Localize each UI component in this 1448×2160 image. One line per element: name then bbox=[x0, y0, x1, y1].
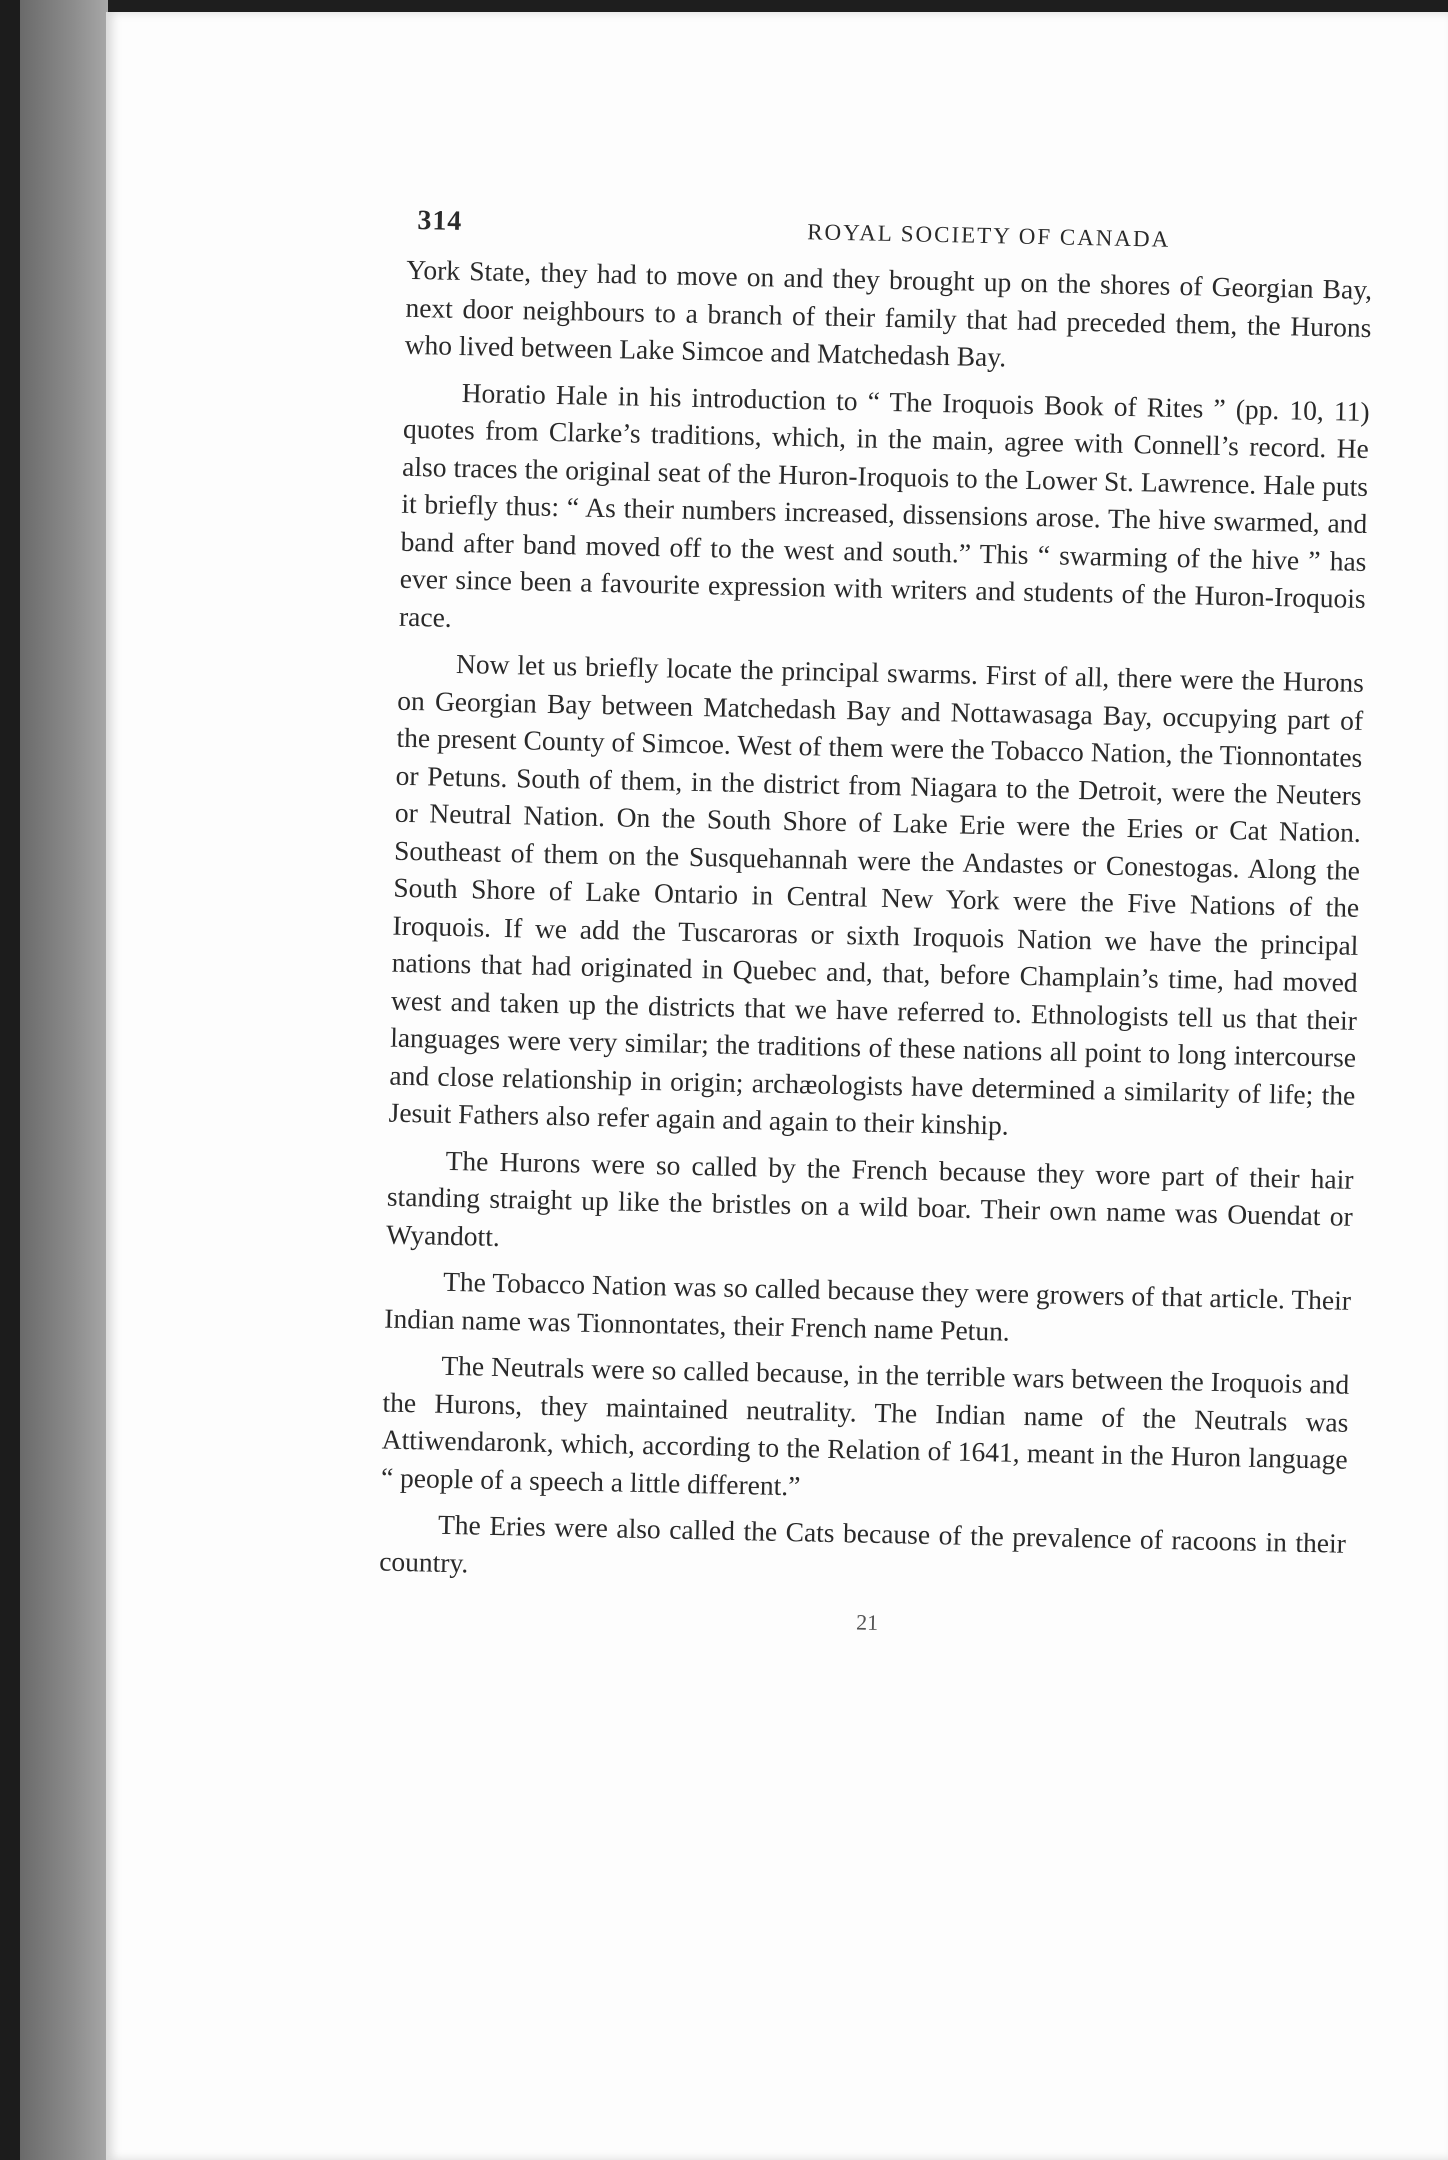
paragraph: The Hurons were so called by the French because they wore part of their hair standing straight up like the bristles on a wild boar. Their own name was Ouendat or Wyandott. bbox=[385, 1144, 1354, 1252]
paragraph: The Neutrals were so called because, in the terrible wars between the Iroquois and the Hurons, they maintained neutrality. The Indian name of the Neutrals was Attiwendaronk, which, according to the Relation of 1641, meant in the Huron language “ people of a speech a little different.” bbox=[380, 1349, 1350, 1501]
paragraph: Now let us briefly locate the principal swarms. First of all, there were the Hurons on Georgian Bay between Matchedash Bay and Nottawasaga Bay, occupying part of the present County of Simcoe. West of them were the Tobacco Nation, the Tionnontates or Petuns. South of them, in the district from Niagara to the Detroit, were the Neuters or Neutral Nation. On the South Shore of Lake Erie were the Eries or Cat Nation. Southeast of them on the Susquehannah were the Andastes or Conestogas. Along the South Shore of Lake Ontario in Central New York were the Five Nations of the Iroquois. If we add the Tuscaroras or sixth Iroquois Nation we have the principal nations that had originated in Quebec and, that, before Champlain’s time, had moved west and taken up the districts that we have referred to. Ethnologists tell us that their languages were very similar; the traditions of these nations all point to long intercourse and close relationship in origin; archæologists have determined a similarity of life; the Jesuit Fathers also refer again and again to their kinship. bbox=[388, 647, 1365, 1141]
scanner-left-edge bbox=[0, 0, 20, 2160]
page-number: 314 bbox=[417, 205, 463, 237]
paragraph: The Eries were also called the Cats because of the prevalence of racoons in their country. bbox=[378, 1508, 1347, 1578]
journal-title: ROYAL SOCIETY OF CANADA bbox=[806, 219, 1171, 252]
paragraph: Horatio Hale in his introduction to “ The Iroquois Book of Rites ” (pp. 10, 11) quotes from Clarke’s traditions, which, in the main, agree with Connell’s record. He also traces the original seat of the Huron-Iroquois to the Lower St. Lawrence. Hale puts it briefly thus: “ As their numbers increased, dissensions arose. The hive swarmed, and band after band moved off to the west and south.” This “ swarming of the hive ” has ever since been a favourite expression with writers and students of the Huron-Iroquois race. bbox=[398, 376, 1370, 633]
book-gutter-shadow bbox=[20, 0, 108, 2160]
body-text bbox=[339, 250, 1385, 1600]
signature-mark: 21 bbox=[855, 1609, 879, 1635]
page-content bbox=[330, 190, 1386, 2031]
paragraph: York State, they had to move on and they brought up on the shores of Georgian Bay, next door neighbours to a branch of their family that had preceded them, the Hurons who lived between Lake Simcoe and Matchedash Bay. bbox=[404, 253, 1373, 373]
paragraph: The Tobacco Nation was so called because they were growers of that article. Their Indian name was Tionnontates, their French name Petun. bbox=[384, 1265, 1352, 1347]
book-page bbox=[106, 12, 1448, 2160]
